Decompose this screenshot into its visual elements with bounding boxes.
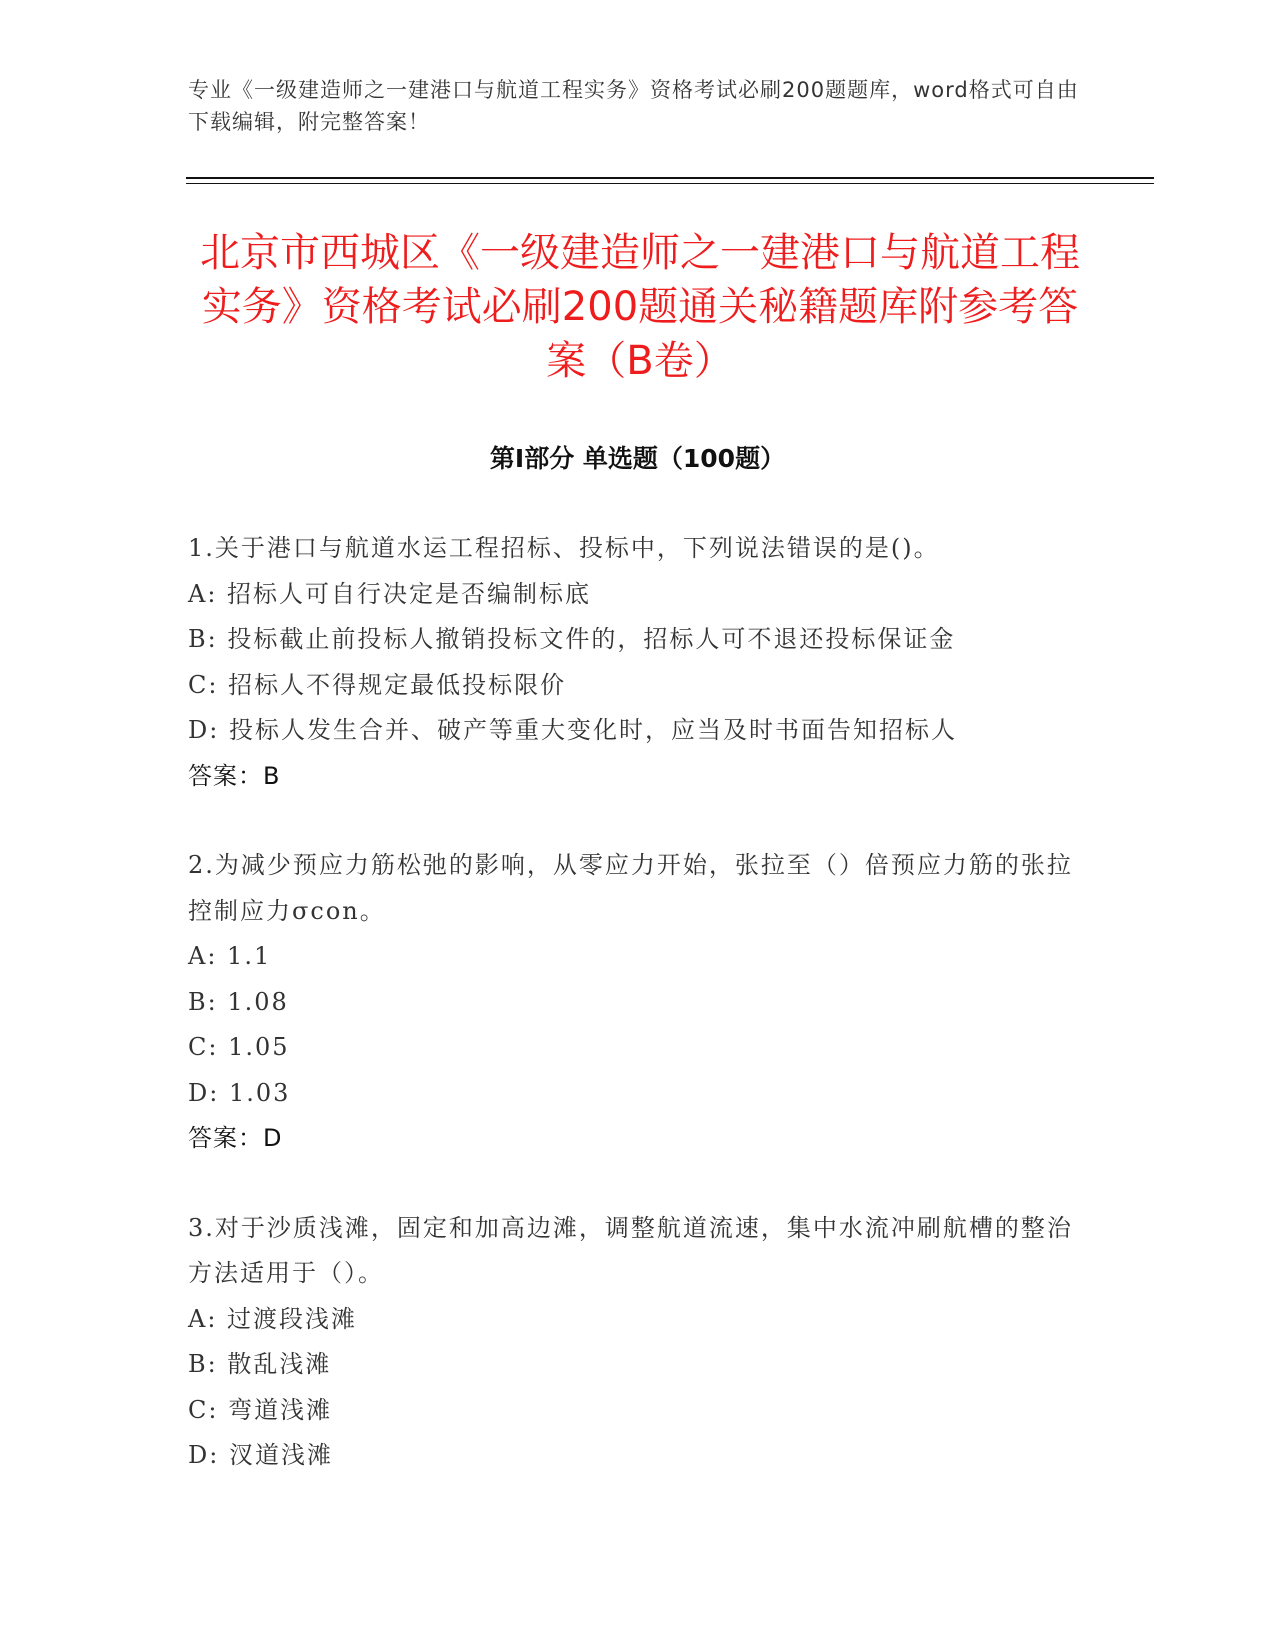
- question-stem: 2.为减少预应力筋松弛的影响，从零应力开始，张拉至（）倍预应力筋的张拉控制应力σcon。: [188, 851, 1073, 925]
- option-c: C: 1.05: [188, 1033, 290, 1061]
- question-stem: 3.对于沙质浅滩，固定和加高边滩，调整航道流速，集中水流冲刷航槽的整治方法适用于（）。: [188, 1213, 1073, 1287]
- header-rule-thin: [186, 183, 1154, 184]
- option-a: A: 过渡段浅滩: [188, 1304, 358, 1333]
- answer-label: 答案：D: [188, 1124, 283, 1152]
- question-2: [188, 843, 1088, 1162]
- option-a: A: 招标人可自行决定是否编制标底: [188, 579, 592, 608]
- option-d: D: 投标人发生合并、破产等重大变化时，应当及时书面告知招标人: [188, 716, 957, 744]
- option-c: C: 招标人不得规定最低投标限价: [188, 670, 567, 699]
- option-b: B: 1.08: [188, 987, 289, 1016]
- option-a: A: 1.1: [188, 942, 272, 970]
- option-b: B: 散乱浅滩: [188, 1350, 332, 1378]
- question-stem: 1.关于港口与航道水运工程招标、投标中，下列说法错误的是()。: [188, 534, 940, 562]
- document-title: 北京市西城区《一级建造师之一建港口与航道工程实务》资格考试必刷200题通关秘籍题库附参考答案（B卷）: [200, 230, 1080, 384]
- question-3: [188, 1206, 1088, 1479]
- option-d: D: 1.03: [188, 1078, 291, 1107]
- section-heading: 第Ⅰ部分 单选题（100题）: [489, 444, 786, 473]
- header-note: 专业《一级建造师之一建港口与航道工程实务》资格考试必刷200题题库，word格式可自由下载编辑，附完整答案！: [188, 78, 1079, 134]
- option-b: B: 投标截止前投标人撤销投标文件的，招标人可不退还投标保证金: [188, 625, 956, 653]
- option-d: D: 汊道浅滩: [188, 1441, 333, 1469]
- answer-label: 答案：B: [188, 761, 281, 790]
- header-rule-thick: [186, 177, 1154, 179]
- question-1: [188, 526, 1088, 799]
- option-c: C: 弯道浅滩: [188, 1395, 333, 1424]
- question-list: [188, 526, 1088, 1523]
